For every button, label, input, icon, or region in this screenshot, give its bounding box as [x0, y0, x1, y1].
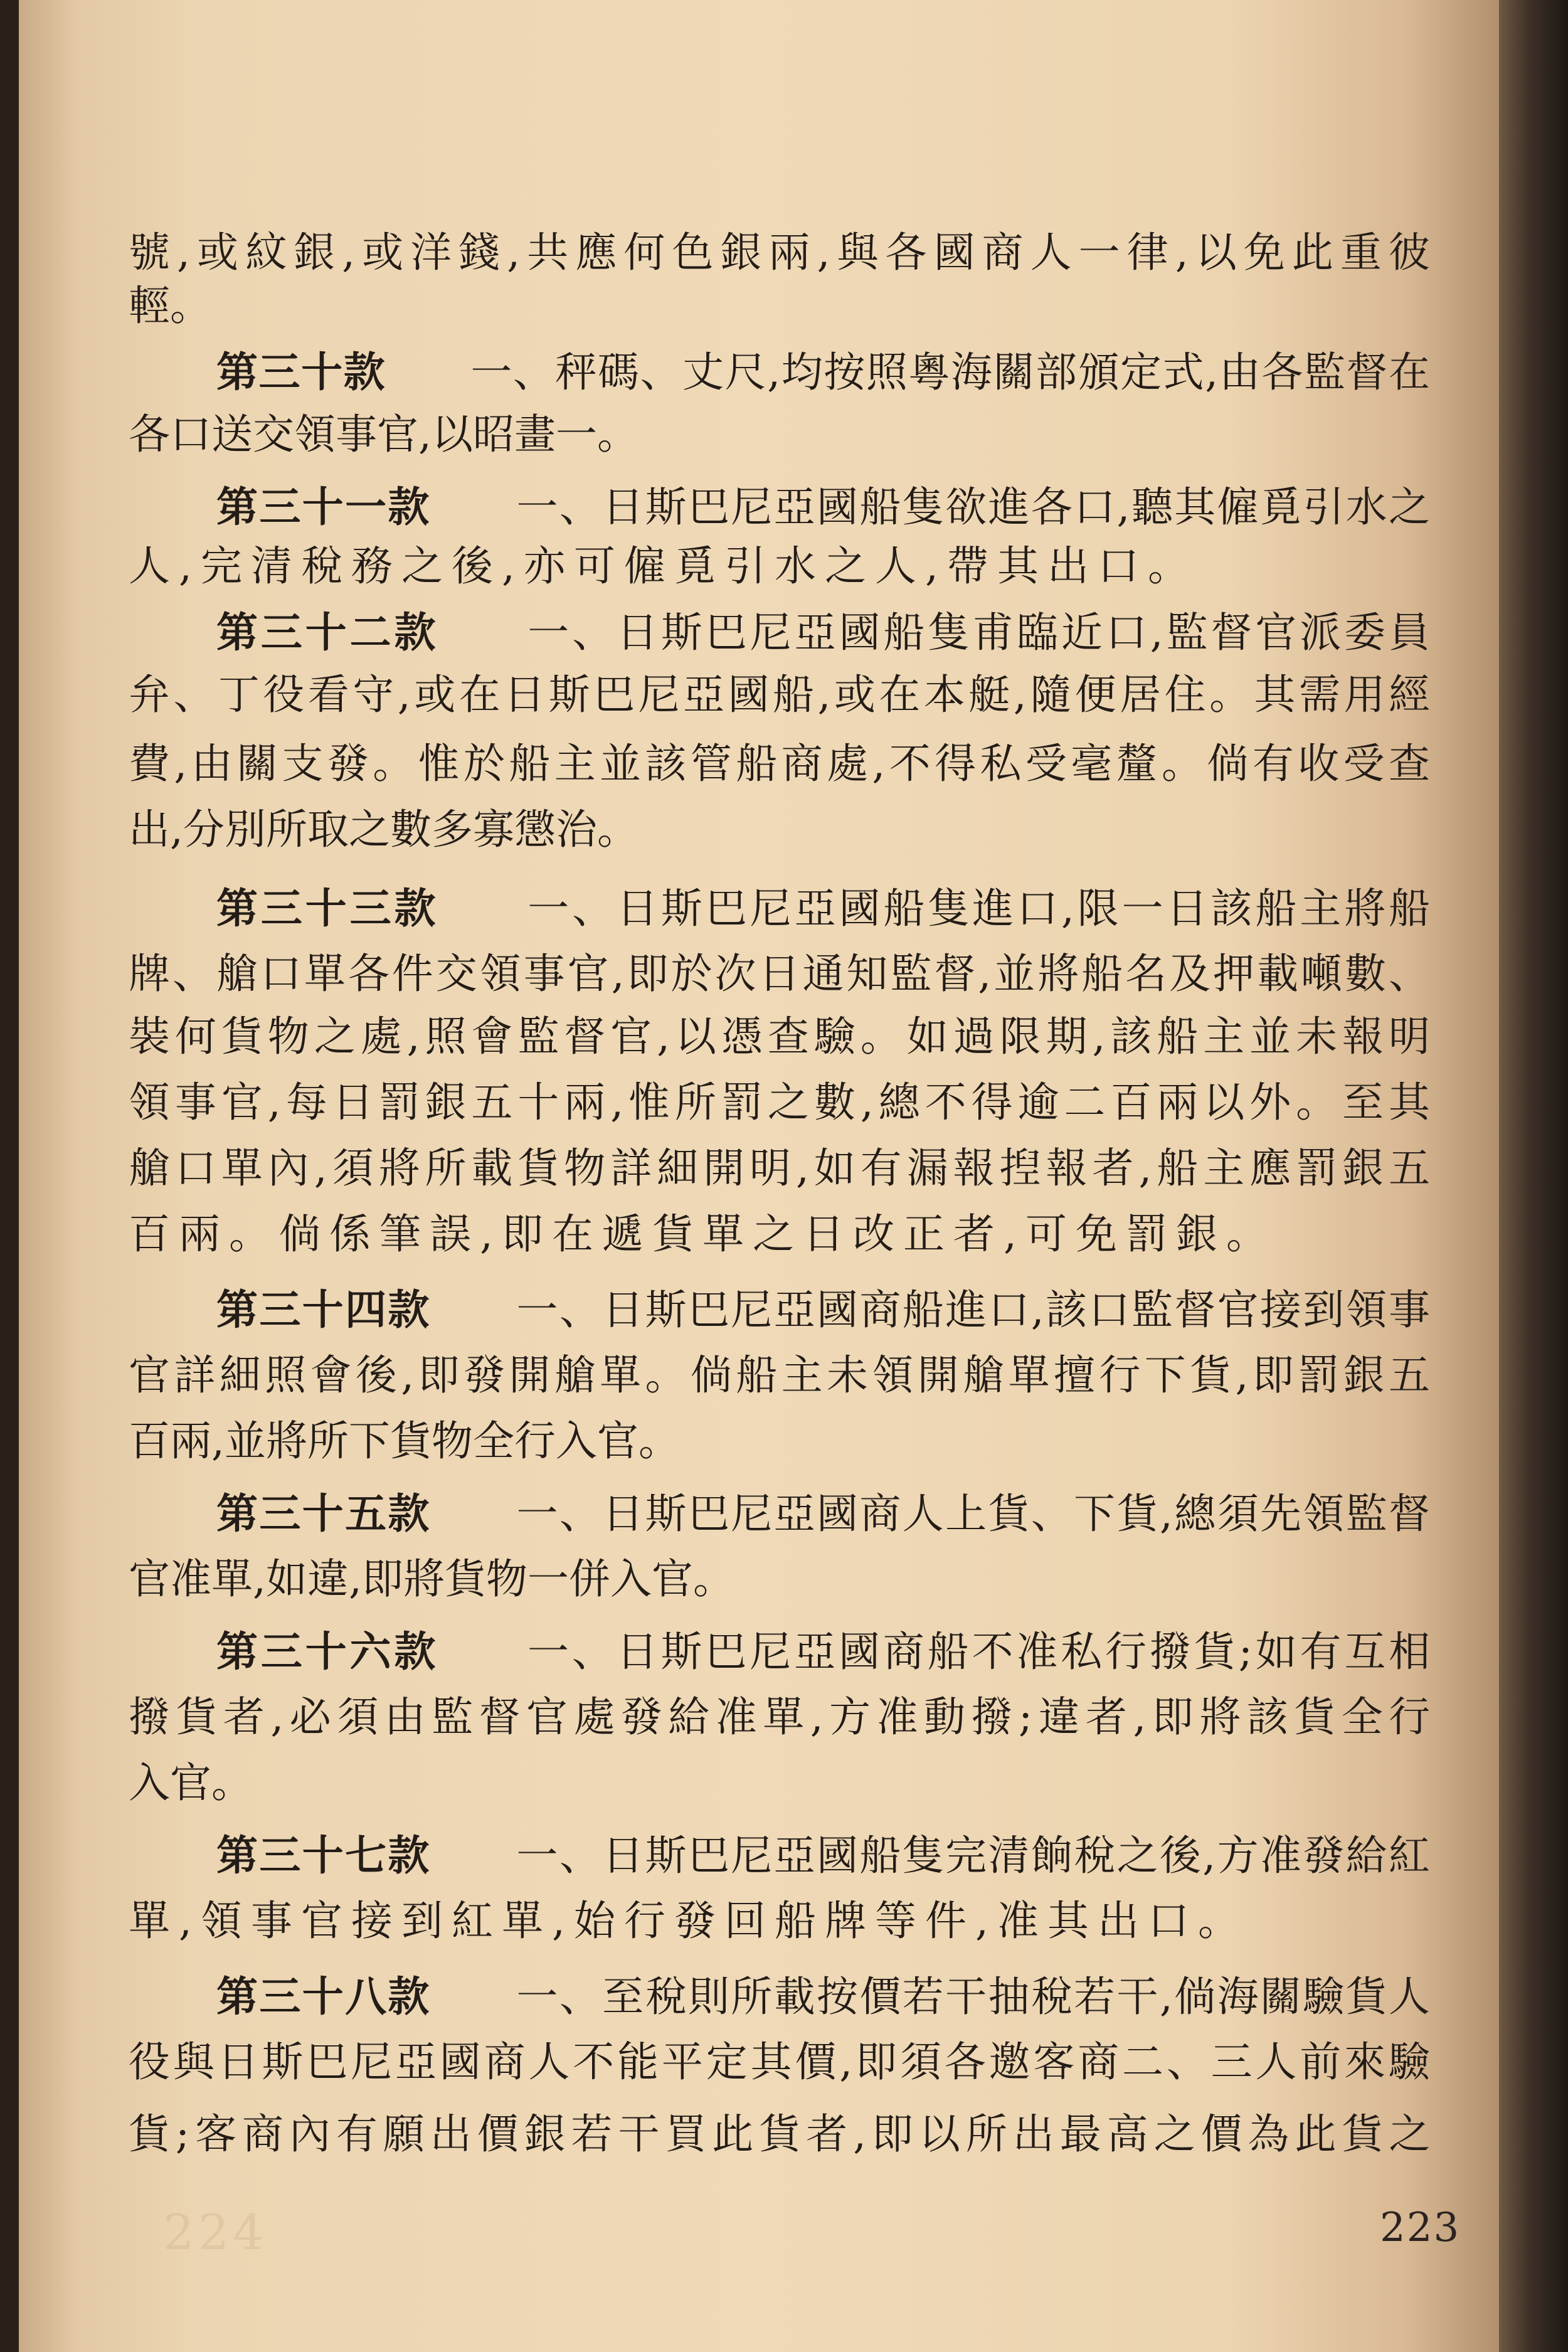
text-line: [129, 739, 1434, 788]
text-line: [129, 1012, 1435, 1061]
line-text: 官詳細照會後,即發開艙單。倘船主未領開艙單擅行下貨,即罰銀五: [129, 1351, 1434, 1399]
text-line: [129, 410, 638, 458]
article-first-line: [216, 1627, 1434, 1676]
article-first-line: [216, 347, 1431, 396]
line-text: 一、日斯巴尼亞國船隻完清餉稅之後,方准發給紅: [516, 1831, 1432, 1880]
text-line: [129, 228, 1437, 277]
line-text: 役與日斯巴尼亞國商人不能平定其價,即須各邀客商二、三人前來驗: [129, 2038, 1433, 2086]
article-heading: 第三十款: [216, 347, 386, 396]
ghost-page-number: 224: [163, 2205, 268, 2261]
line-text: 裝何貨物之處,照會監督官,以憑查驗。如過限期,該船主並未報明: [129, 1012, 1435, 1061]
text-line: [129, 1759, 253, 1807]
article-first-line: [216, 482, 1432, 531]
article-first-line: [216, 1489, 1432, 1538]
text-line: [129, 670, 1434, 719]
line-text: 一、日斯巴尼亞國商人上貨、下貨,總須先領監督: [516, 1490, 1432, 1538]
text-line: [129, 1897, 1248, 1945]
line-text: 一、秤碼、丈尺,均按照粵海關部頒定式,由各監督在: [470, 348, 1431, 396]
line-text: 一、至稅則所載按價若干抽稅若干,倘海關驗貨人: [516, 1973, 1432, 2021]
line-text: 一、日斯巴尼亞國船隻進口,限一日該船主將船: [527, 884, 1433, 933]
page-number: 223: [1380, 2205, 1461, 2251]
article-heading: 第三十七款: [216, 1831, 431, 1880]
article-heading: 第三十八款: [216, 1972, 431, 2021]
article-heading: 第三十四款: [216, 1285, 431, 1334]
book-page: [19, 0, 1499, 2352]
line-text: 百兩。倘係筆誤,即在遞貨單之日改正者,可免罰銀。: [129, 1210, 1276, 1258]
text-line: [129, 1210, 1276, 1258]
text-line: [129, 542, 1198, 590]
line-text: 費,由關支發。惟於船主並該管船商處,不得私受毫釐。倘有收受查: [129, 739, 1434, 788]
article-heading: 第三十五款: [216, 1489, 431, 1538]
text-line: [129, 2110, 1436, 2158]
text-line: [129, 1555, 734, 1603]
line-text: 一、日斯巴尼亞國船隻欲進各口,聽其僱覓引水之: [516, 483, 1432, 531]
line-text: 一、日斯巴尼亞國商船進口,該口監督官接到領事: [516, 1286, 1432, 1334]
line-text: 單,領事官接到紅單,始行發回船牌等件,准其出口。: [129, 1897, 1248, 1945]
article-heading: 第三十一款: [216, 482, 431, 531]
article-heading: 第三十二款: [216, 608, 439, 657]
line-text: 出,分別所取之數多寡懲治。: [129, 805, 638, 854]
line-text: 號,或紋銀,或洋錢,共應何色銀兩,與各國商人一律,以免此重彼: [129, 228, 1437, 277]
line-text: 一、日斯巴尼亞國船隻甫臨近口,監督官派委員: [527, 608, 1433, 657]
text-line: [129, 282, 211, 330]
article-first-line: [216, 1972, 1432, 2021]
line-text: 領事官,每日罰銀五十兩,惟所罰之數,總不得逾二百兩以外。至其: [129, 1078, 1435, 1126]
article-first-line: [216, 1285, 1432, 1334]
text-line: [129, 1351, 1434, 1399]
book-edge: [1499, 0, 1568, 2352]
line-text: 人,完清稅務之後,亦可僱覓引水之人,帶其出口。: [129, 542, 1198, 590]
article-first-line: [216, 1831, 1432, 1880]
line-text: 各口送交領事官,以昭畫一。: [129, 410, 638, 458]
line-text: 百兩,並將所下貨物全行入官。: [129, 1417, 680, 1465]
line-text: 一、日斯巴尼亞國商船不准私行撥貨;如有互相: [527, 1628, 1434, 1676]
text-line: [129, 1417, 680, 1465]
text-line: [129, 2038, 1433, 2086]
text-line: [129, 805, 638, 854]
line-text: 官准單,如違,即將貨物一併入官。: [129, 1555, 734, 1603]
text-line: [129, 1144, 1435, 1192]
article-first-line: [216, 884, 1433, 933]
text-line: [129, 1693, 1436, 1741]
article-first-line: [216, 608, 1433, 657]
line-text: 貨;客商內有願出價銀若干買此貨者,即以所出最高之價為此貨之: [129, 2110, 1436, 2158]
line-text: 撥貨者,必須由監督官處發給准單,方准動撥;違者,即將該貨全行: [129, 1693, 1436, 1741]
line-text: 入官。: [129, 1759, 253, 1807]
text-line: [129, 950, 1433, 998]
article-heading: 第三十三款: [216, 884, 439, 933]
line-text: 牌、艙口單各件交領事官,即於次日通知監督,並將船名及押載噸數、: [129, 950, 1433, 998]
line-text: 艙口單內,須將所載貨物詳細開明,如有漏報揑報者,船主應罰銀五: [129, 1144, 1435, 1192]
text-line: [129, 1078, 1435, 1126]
line-text: 輕。: [129, 282, 211, 330]
line-text: 弁、丁役看守,或在日斯巴尼亞國船,或在本艇,隨便居住。其需用經: [129, 670, 1434, 719]
article-heading: 第三十六款: [216, 1627, 439, 1676]
